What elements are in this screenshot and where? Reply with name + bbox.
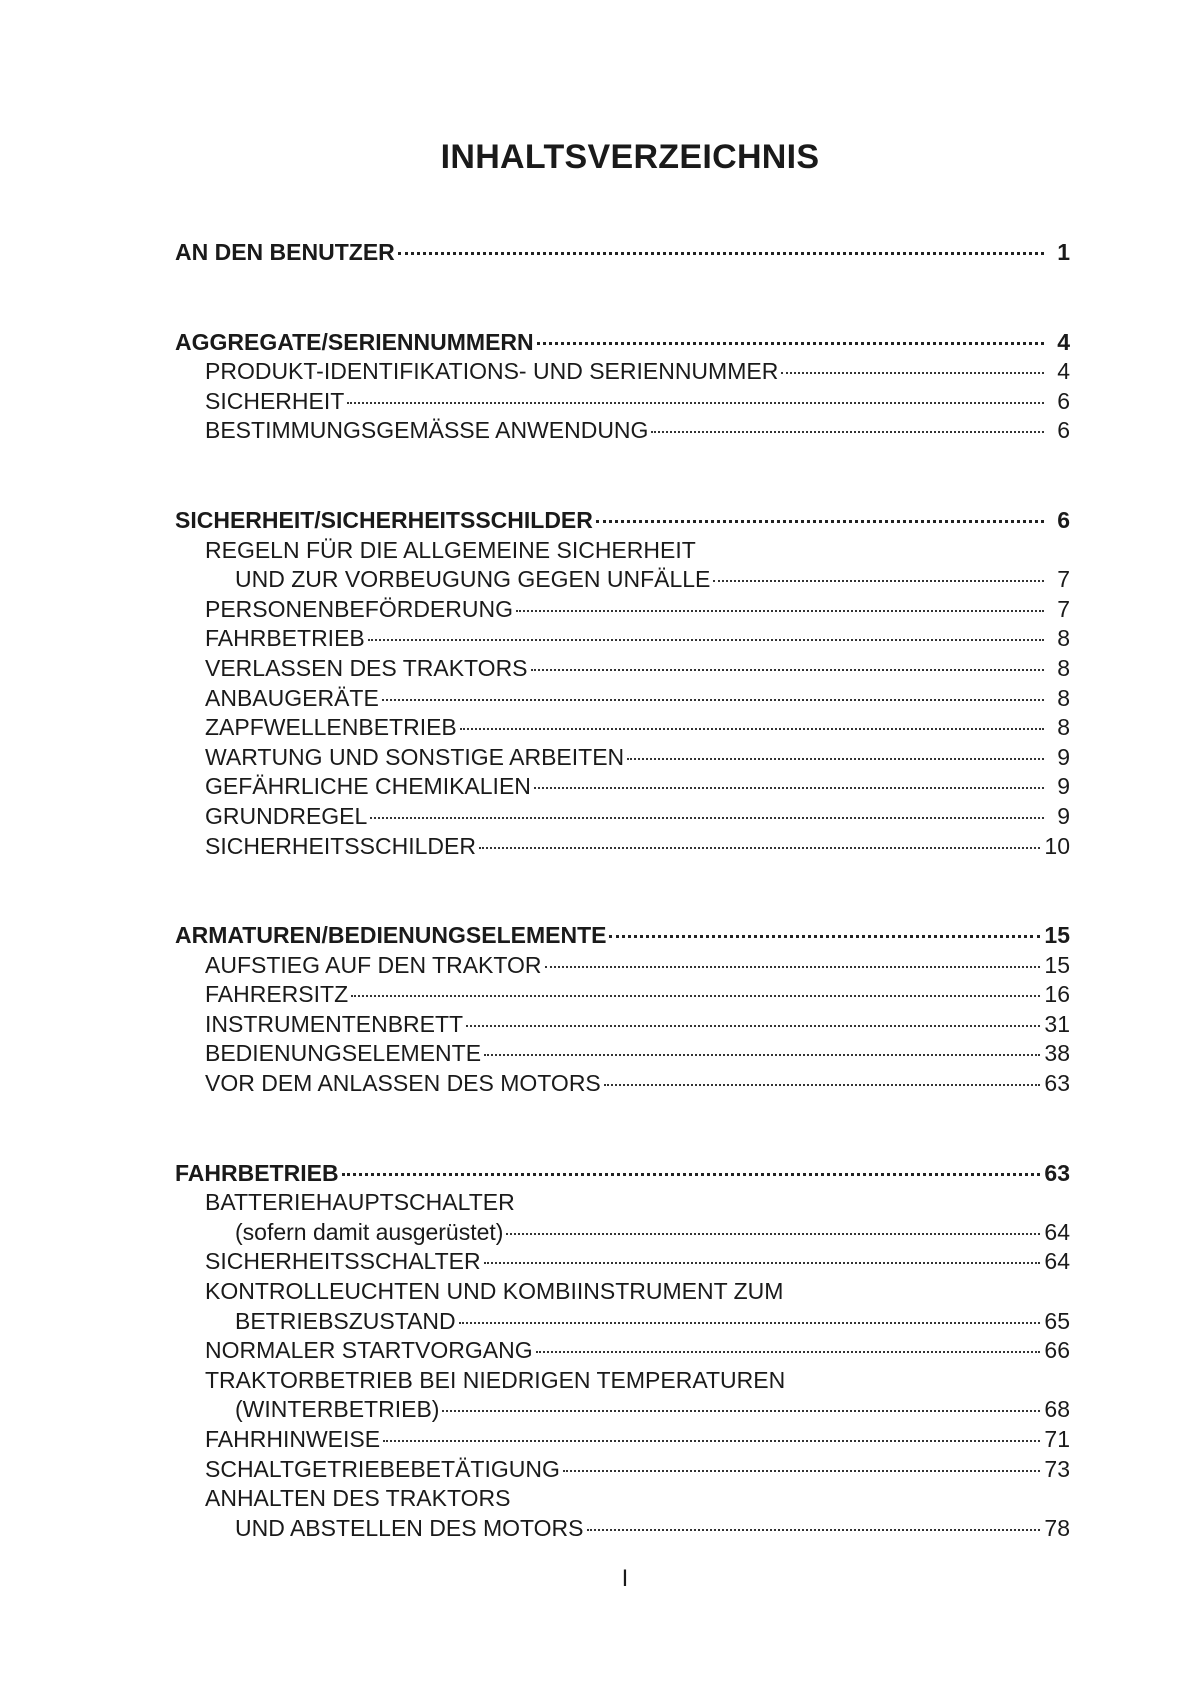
toc-entry-label: TRAKTORBETRIEB BEI NIEDRIGEN TEMPERATUREN <box>205 1366 786 1393</box>
dot-leader <box>442 1410 1040 1412</box>
dot-leader <box>563 1470 1041 1472</box>
toc-entry <box>175 1425 1070 1455</box>
toc-entry <box>175 1247 1070 1277</box>
toc-entry-label: BEDIENUNGSELEMENTE <box>205 1040 482 1067</box>
dot-leader <box>537 342 1044 345</box>
toc-entry <box>175 416 1070 446</box>
toc-page-number: 31 <box>1044 1010 1070 1037</box>
toc-heading-label: AGGREGATE/SERIENNUMMERN <box>175 328 534 355</box>
toc-entry <box>175 1395 1070 1425</box>
toc-entry <box>175 595 1070 625</box>
toc-entry-label: GEFÄHRLICHE CHEMIKALIEN <box>205 773 531 800</box>
toc-page-number: 68 <box>1044 1396 1070 1423</box>
table-of-contents <box>175 238 1070 1543</box>
toc-page-number: 15 <box>1044 951 1070 978</box>
toc-section <box>175 506 1070 861</box>
dot-leader <box>484 1262 1041 1264</box>
toc-entry <box>175 565 1070 595</box>
toc-page-number: 6 <box>1057 506 1070 533</box>
page-number-footer: I <box>621 1565 629 1592</box>
toc-entry <box>175 1010 1070 1040</box>
toc-entry-label: FAHRHINWEISE <box>205 1426 381 1452</box>
toc-heading-label: FAHRBETRIEB <box>175 1159 339 1186</box>
toc-page-number: 7 <box>1057 595 1070 622</box>
toc-page-number: 38 <box>1044 1040 1070 1067</box>
dot-leader <box>368 639 1044 641</box>
toc-section <box>175 1159 1070 1544</box>
toc-entry-label: BATTERIEHAUPTSCHALTER <box>205 1189 515 1216</box>
dot-leader <box>342 1173 1041 1176</box>
dot-leader <box>370 817 1044 819</box>
section-spacer <box>175 268 1070 328</box>
toc-page-number: 4 <box>1057 358 1070 385</box>
toc-entry-label: REGELN FÜR DIE ALLGEMEINE SICHERHEIT <box>205 536 696 563</box>
toc-page-number: 1 <box>1057 239 1070 265</box>
dot-leader <box>587 1529 1041 1531</box>
toc-entry-label: WARTUNG UND SONSTIGE ARBEITEN <box>205 743 625 770</box>
toc-entry-label: NORMALER STARTVORGANG <box>205 1337 533 1364</box>
toc-page-number: 9 <box>1057 743 1070 770</box>
toc-page-number: 8 <box>1057 625 1070 652</box>
toc-entry-label: GRUNDREGEL <box>205 802 368 829</box>
dot-leader <box>536 1351 1041 1353</box>
toc-entry-label: VERLASSEN DES TRAKTORS <box>205 654 528 681</box>
toc-entry-label: PERSONENBEFÖRDERUNG <box>205 595 513 622</box>
toc-entry <box>175 980 1070 1010</box>
toc-section <box>175 921 1070 1099</box>
toc-section <box>175 328 1070 446</box>
toc-page-number: 63 <box>1044 1159 1070 1186</box>
toc-entry-label: VOR DEM ANLASSEN DES MOTORS <box>205 1070 601 1097</box>
dot-leader <box>484 1054 1040 1056</box>
toc-entry <box>175 1069 1070 1099</box>
dot-leader <box>506 1233 1040 1235</box>
dot-leader <box>460 728 1044 730</box>
toc-entry-label: ANBAUGERÄTE <box>205 684 379 711</box>
dot-leader <box>534 787 1044 789</box>
toc-page-number: 8 <box>1057 654 1070 681</box>
toc-entry-label: KONTROLLEUCHTEN UND KOMBIINSTRUMENT ZUM <box>205 1278 784 1305</box>
toc-heading-label: SICHERHEIT/SICHERHEITSSCHILDER <box>175 506 593 533</box>
toc-entry-label: SICHERHEITSSCHILDER <box>205 832 476 859</box>
toc-section <box>175 238 1070 268</box>
toc-page-number: 73 <box>1044 1455 1070 1482</box>
toc-entry-label: FAHRERSITZ <box>205 981 349 1008</box>
toc-page-number: 16 <box>1044 981 1070 1008</box>
toc-entry-label: (WINTERBETRIEB) <box>235 1396 440 1423</box>
toc-page-number: 64 <box>1044 1218 1070 1245</box>
dot-leader <box>545 966 1041 968</box>
toc-entry <box>175 832 1070 862</box>
toc-heading <box>175 328 1070 358</box>
toc-heading <box>175 506 1070 536</box>
toc-page-number: 65 <box>1044 1307 1070 1334</box>
toc-entry-label: SICHERHEITSSCHALTER <box>205 1248 481 1275</box>
toc-entry <box>175 1307 1070 1337</box>
toc-entry <box>175 1218 1070 1248</box>
dot-leader <box>466 1025 1040 1027</box>
dot-leader <box>531 669 1044 671</box>
toc-entry <box>175 624 1070 654</box>
toc-page-number: 9 <box>1057 802 1070 829</box>
toc-entry <box>175 951 1070 981</box>
toc-entry-label: ZAPFWELLENBETRIEB <box>205 714 457 741</box>
dot-leader <box>479 847 1040 849</box>
toc-entry-label: ANHALTEN DES TRAKTORS <box>205 1485 511 1512</box>
toc-page-number: 6 <box>1057 387 1070 414</box>
toc-entry <box>175 1039 1070 1069</box>
section-spacer <box>175 861 1070 921</box>
toc-page-number: 7 <box>1057 566 1070 593</box>
dot-leader <box>383 1440 1040 1442</box>
toc-entry-label: SCHALTGETRIEBEBETÄTIGUNG <box>205 1455 560 1482</box>
dot-leader <box>609 935 1040 938</box>
toc-heading <box>175 921 1070 951</box>
toc-heading-label: AN DEN BENUTZER <box>175 239 395 265</box>
toc-entry <box>175 1188 1070 1218</box>
toc-heading-label: ARMATUREN/BEDIENUNGSELEMENTE <box>175 922 607 949</box>
toc-page-number: 8 <box>1057 684 1070 711</box>
toc-page-number: 63 <box>1044 1070 1070 1097</box>
toc-page-number: 71 <box>1044 1426 1070 1452</box>
toc-entry <box>175 772 1070 802</box>
dot-leader <box>596 520 1044 523</box>
dot-leader <box>382 699 1044 701</box>
dot-leader <box>604 1084 1041 1086</box>
toc-page-number: 6 <box>1057 417 1070 444</box>
toc-page-number: 64 <box>1044 1248 1070 1275</box>
dot-leader <box>398 252 1044 255</box>
toc-entry <box>175 1484 1070 1514</box>
toc-entry <box>175 357 1070 387</box>
toc-entry-label: INSTRUMENTENBRETT <box>205 1010 464 1037</box>
toc-page-number: 15 <box>1044 922 1070 949</box>
toc-page-number: 10 <box>1044 832 1070 859</box>
toc-entry-label: UND ZUR VORBEUGUNG GEGEN UNFÄLLE <box>235 566 711 593</box>
toc-entry-label: (sofern damit ausgerüstet) <box>235 1218 504 1245</box>
toc-entry-label: PRODUKT-IDENTIFIKATIONS- UND SERIENNUMMER <box>205 358 779 385</box>
section-spacer <box>175 446 1070 506</box>
toc-entry <box>175 1366 1070 1396</box>
toc-entry-label: UND ABSTELLEN DES MOTORS <box>235 1514 584 1541</box>
toc-entry <box>175 743 1070 773</box>
toc-entry-label: SICHERHEIT <box>205 387 345 414</box>
toc-heading <box>175 238 1070 268</box>
dot-leader <box>713 580 1044 582</box>
toc-entry <box>175 1514 1070 1544</box>
toc-entry <box>175 802 1070 832</box>
toc-entry-label: BESTIMMUNGSGEMÄSSE ANWENDUNG <box>205 417 649 444</box>
toc-entry <box>175 654 1070 684</box>
toc-entry <box>175 1277 1070 1307</box>
toc-entry <box>175 1336 1070 1366</box>
toc-entry-label: AUFSTIEG AUF DEN TRAKTOR <box>205 951 542 978</box>
dot-leader <box>651 431 1044 433</box>
toc-entry-label: BETRIEBSZUSTAND <box>235 1307 456 1334</box>
dot-leader <box>781 372 1044 374</box>
toc-page-number: 8 <box>1057 714 1070 741</box>
toc-page-number: 4 <box>1057 328 1070 355</box>
toc-page-number: 9 <box>1057 773 1070 800</box>
toc-entry <box>175 387 1070 417</box>
dot-leader <box>516 610 1044 612</box>
toc-page-number: 78 <box>1044 1514 1070 1541</box>
toc-entry <box>175 713 1070 743</box>
toc-page-number: 66 <box>1044 1337 1070 1364</box>
dot-leader <box>351 995 1040 997</box>
toc-entry <box>175 1455 1070 1485</box>
toc-heading <box>175 1159 1070 1189</box>
dot-leader <box>627 758 1044 760</box>
toc-entry-label: FAHRBETRIEB <box>205 625 365 652</box>
page-title: INHALTSVERZEICHNIS <box>440 138 820 176</box>
toc-entry <box>175 536 1070 566</box>
dot-leader <box>347 402 1044 404</box>
section-spacer <box>175 1099 1070 1159</box>
dot-leader <box>459 1322 1041 1324</box>
toc-entry <box>175 684 1070 714</box>
